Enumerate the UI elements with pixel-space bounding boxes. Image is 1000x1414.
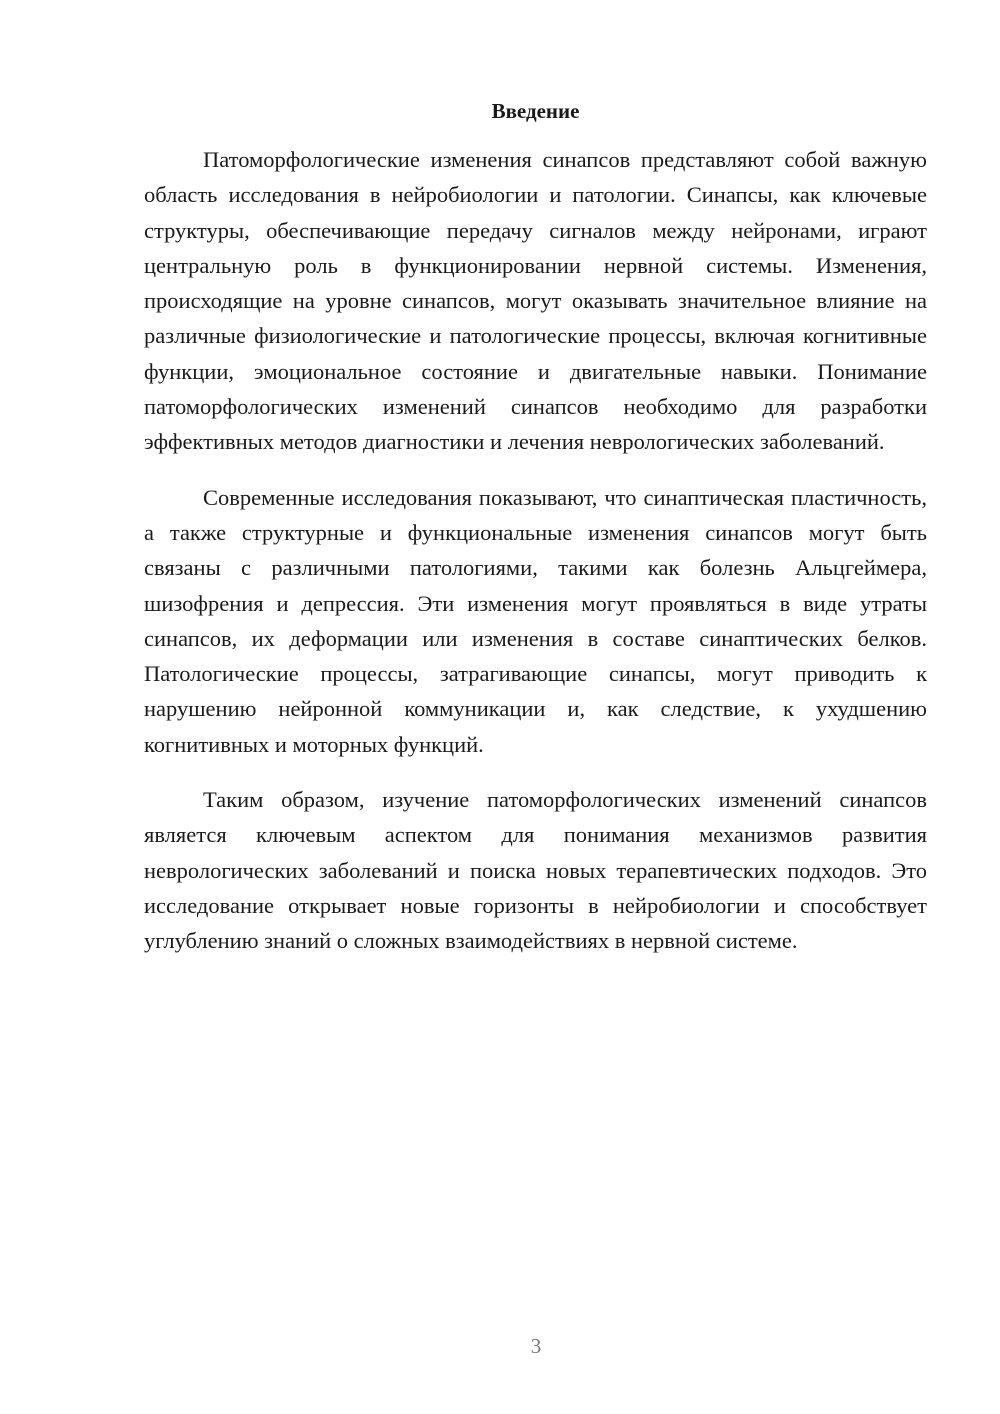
section-title: Введение <box>491 99 580 123</box>
page-number: 3 <box>530 1334 542 1358</box>
paragraph-2: Современные исследования показывают, что синаптическая пластичность, а также структурные и функциональные изменения синапсов могут быть связаны с различными патологиями, такими как болезнь Альцгеймера, шизофрения и депрессия. Эти изменения могут проявляться в виде утраты синапсов, их деформации или изменения в составе синаптических белков. Патологические процессы, затрагивающие синапсы, могут приводить к нарушению нейронной коммуникации и, как следствие, к ухудшению когнитивных и моторных функций. <box>144 484 927 757</box>
paragraph-3: Таким образом, изучение патоморфологических изменений синапсов является ключевым аспектом для понимания механизмов развития неврологических заболеваний и поиска новых терапевтических подходов. Это исследование открывает новые горизонты в нейробиологии и способствует углублению знаний о сложных взаимодействиях в нервной системе. <box>144 787 927 954</box>
body-text <box>144 142 927 979</box>
paragraph-1: Патоморфологические изменения синапсов представляют собой важную область исследования в нейробиологии и патологии. Синапсы, как ключевые структуры, обеспечивающие передачу сигналов между нейронами, играют центральную роль в функционировании нервной системы. Изменения, происходящие на уровне синапсов, могут оказывать значительное влияние на различные физиологические и патологические процессы, включая когнитивные функции, эмоциональное состояние и двигательные навыки. Понимание патоморфологических изменений синапсов необходимо для разработки эффективных методов диагностики и лечения неврологических заболеваний. <box>144 147 927 455</box>
